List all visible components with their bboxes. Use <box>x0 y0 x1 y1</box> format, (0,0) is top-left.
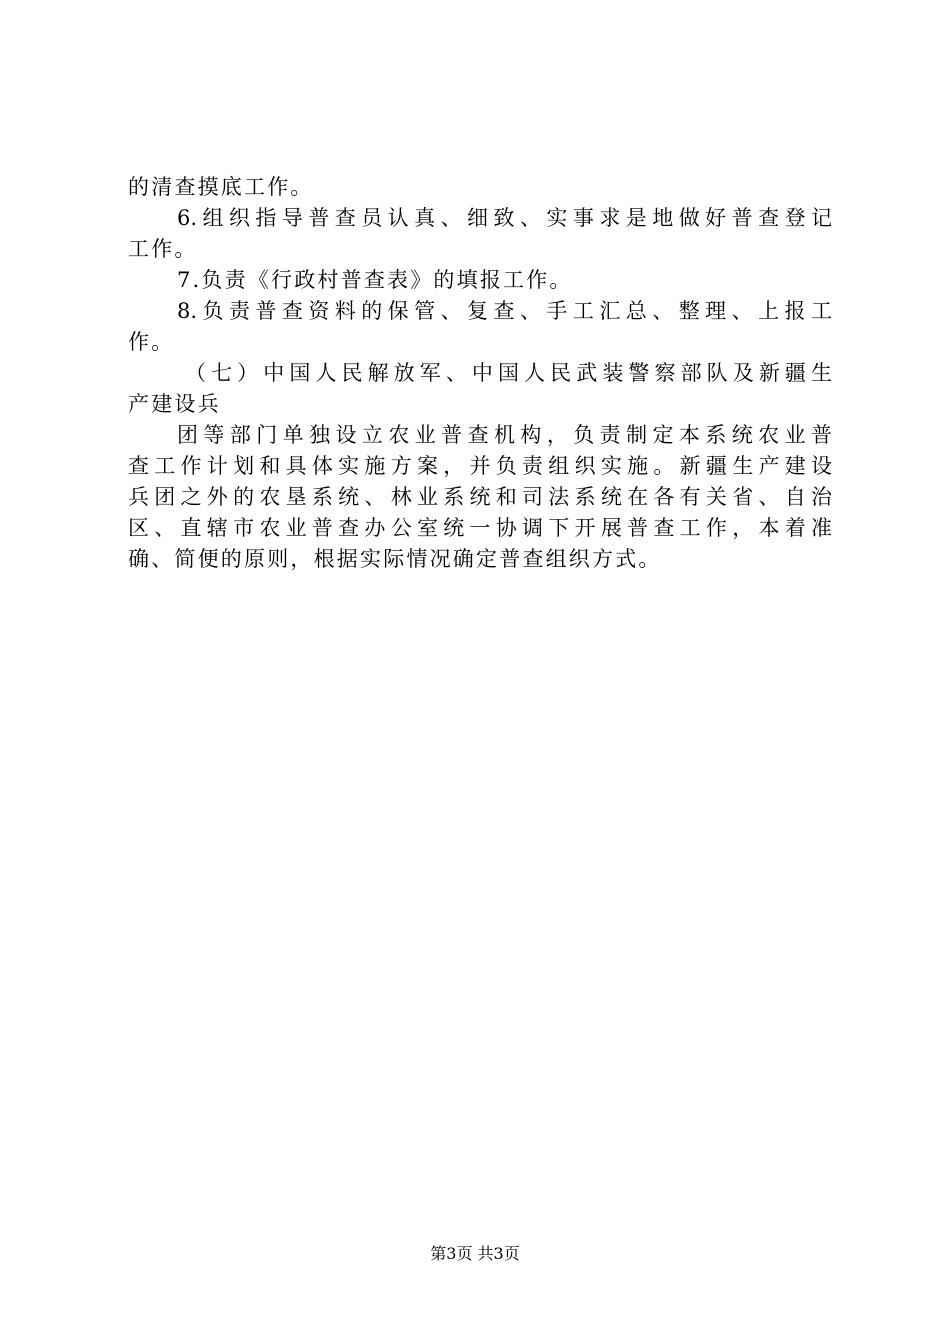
text-line: 区、直辖市农业普查办公室统一协调下开展普查工作，本着准 <box>128 516 832 540</box>
text-line: 7.负责《行政村普查表》的填报工作。 <box>177 268 573 292</box>
text-line: 确、简便的原则，根据实际情况确定普查组织方式。 <box>128 547 662 571</box>
text-line: 6.组织指导普查员认真、细致、实事求是地做好普查登记 <box>177 206 832 230</box>
document-body <box>128 172 832 575</box>
text-line: 8.负责普查资料的保管、复查、手工汇总、整理、上报工 <box>177 299 832 323</box>
text-line: 的清查摸底工作。 <box>128 175 314 199</box>
text-line: 作。 <box>128 330 175 354</box>
section-heading-line: （七）中国人民解放军、中国人民武装警察部队及新疆生 <box>185 361 832 385</box>
text-line: 团等部门单独设立农业普查机构，负责制定本系统农业普 <box>177 423 832 447</box>
text-line: 查工作计划和具体实施方案，并负责组织实施。新疆生产建设 <box>128 454 832 478</box>
text-line: 兵团之外的农垦系统、林业系统和司法系统在各有关省、自治 <box>128 485 832 509</box>
text-line: 工作。 <box>128 237 198 261</box>
page-number-footer: 第3页 共3页 <box>430 1244 520 1263</box>
section-heading-line: 产建设兵 <box>128 392 221 416</box>
